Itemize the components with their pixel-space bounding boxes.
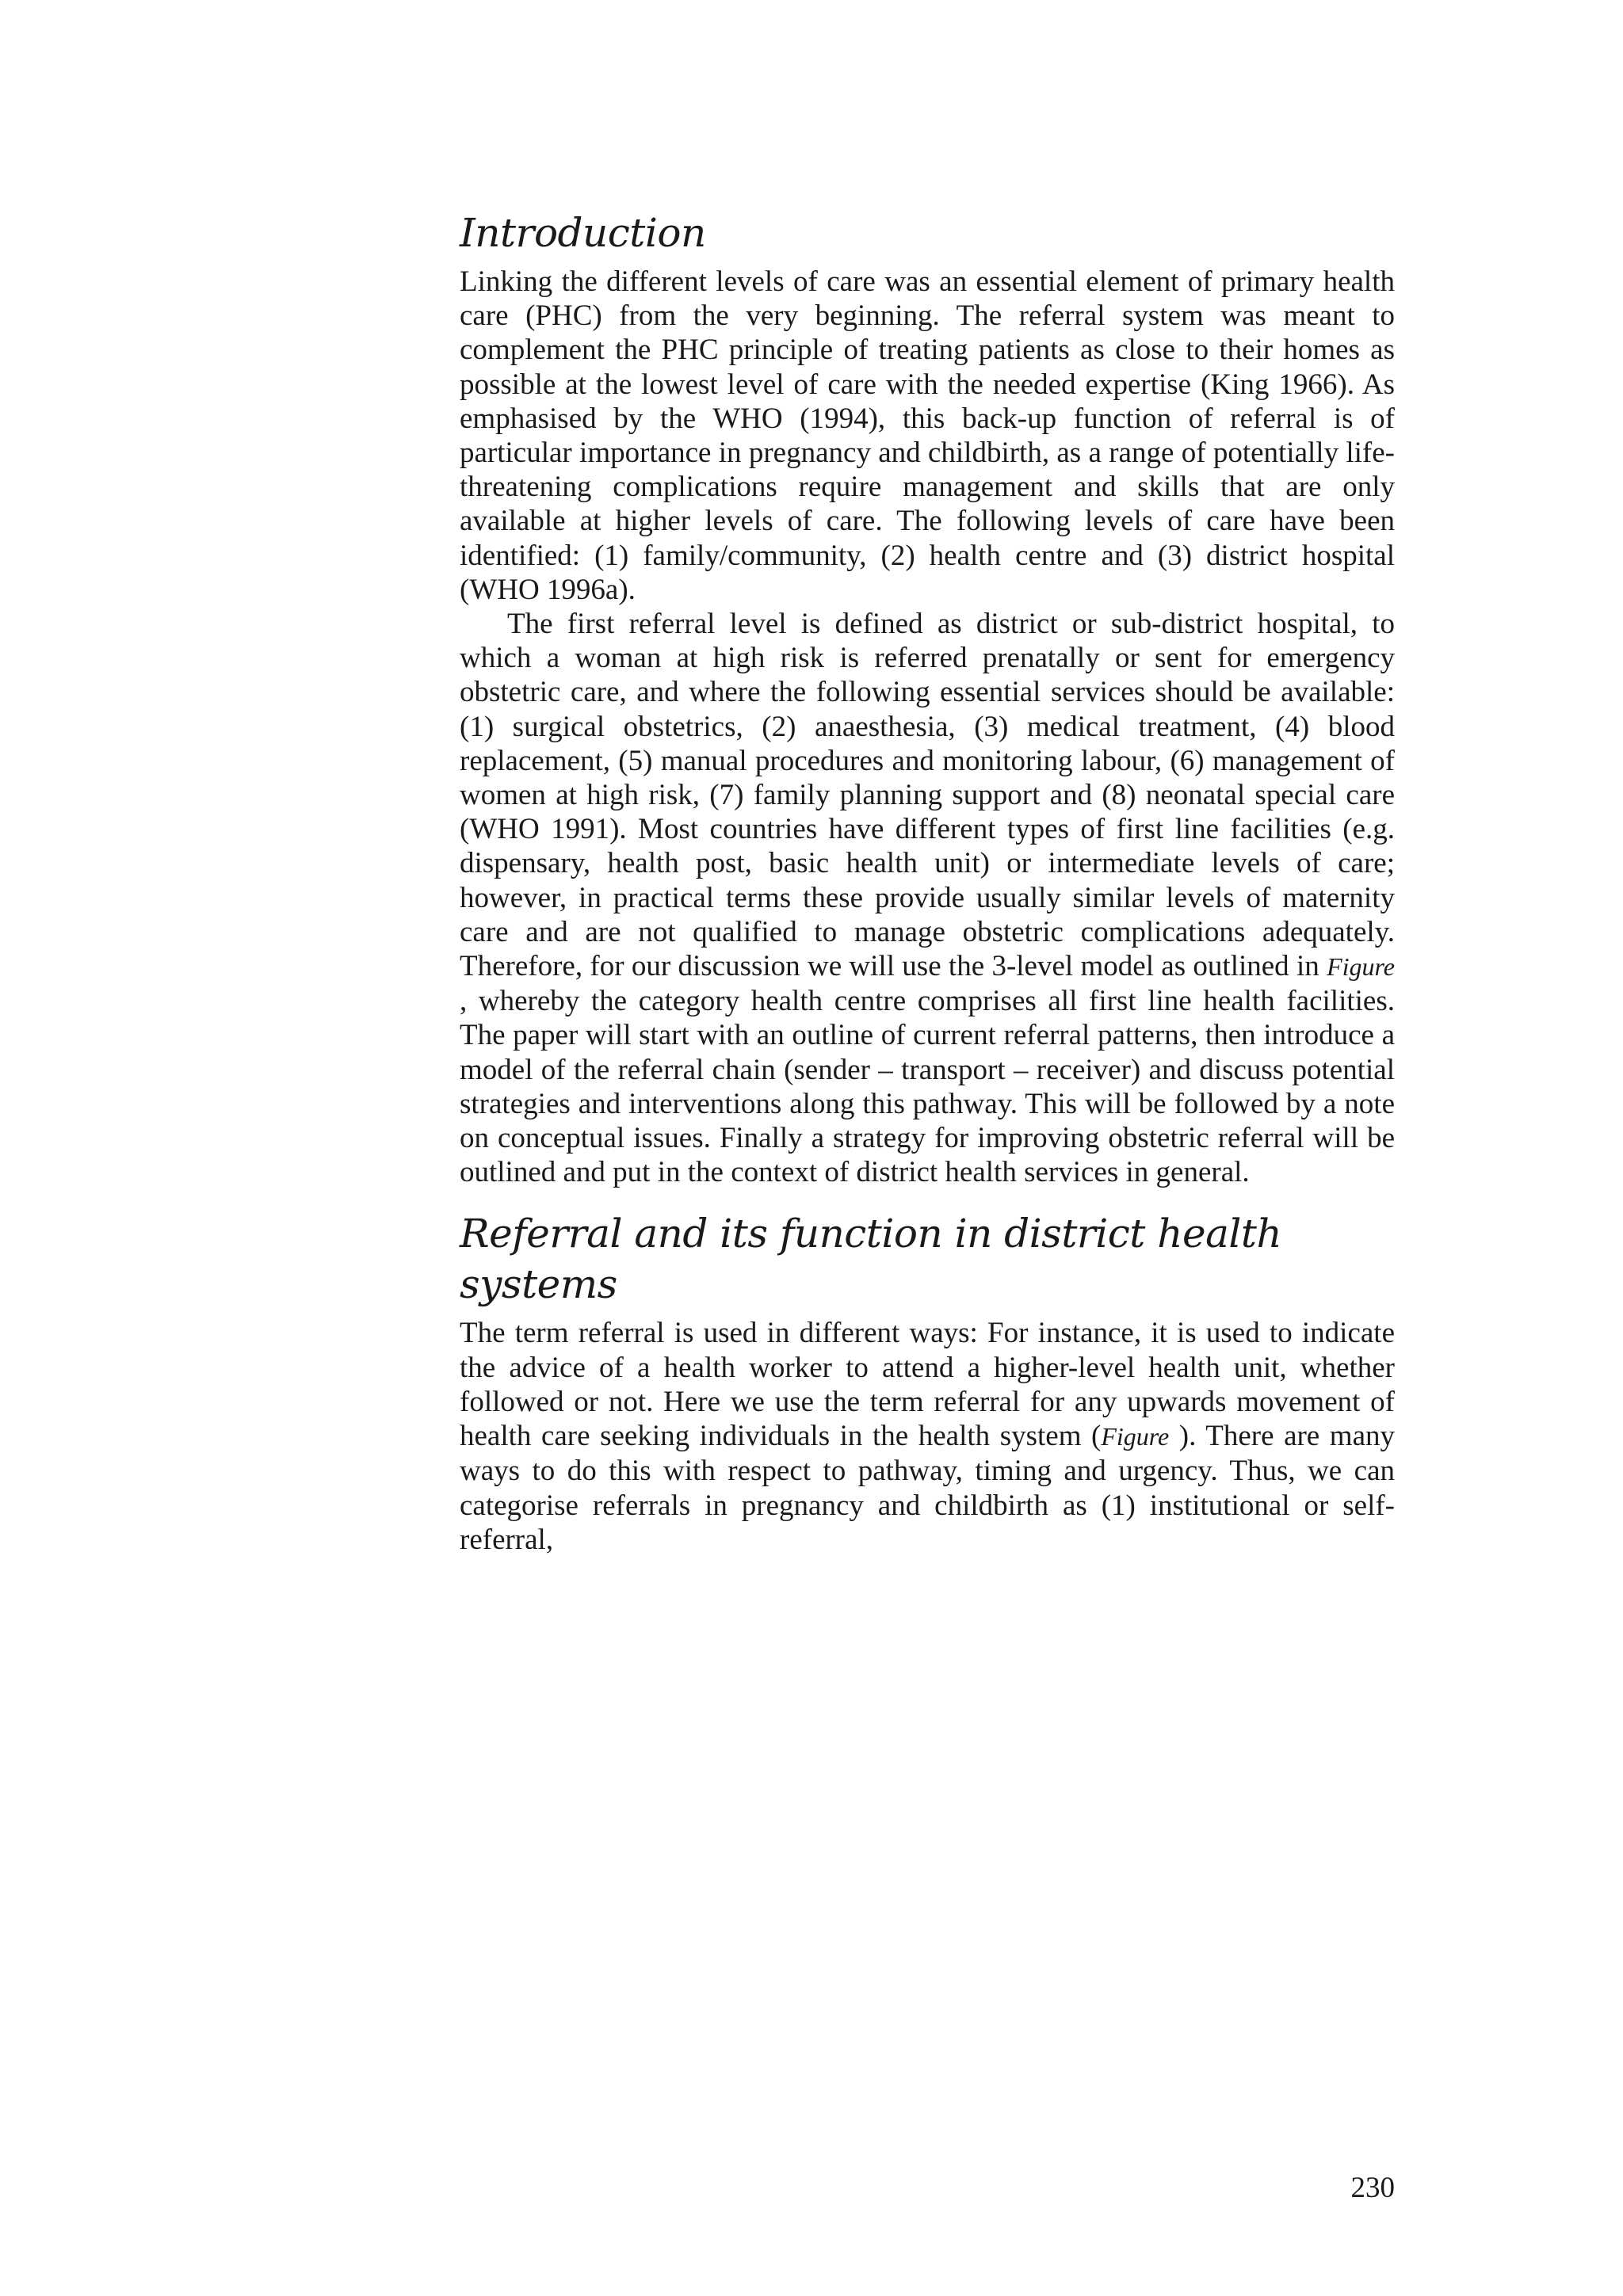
- paragraph: [460, 1316, 1395, 1556]
- page-number: 230: [1350, 2172, 1395, 2204]
- paragraph: [460, 607, 1395, 1189]
- section-heading: Introduction: [460, 210, 706, 256]
- figure-reference: Figure: [1101, 1422, 1170, 1451]
- paragraph-text: The term referral is used in different ways: For instance, it is used to indicate the advice of a health worker to attend a higher-level health unit, whether followed or not. Here we use the term referral for any upwards movement of health care seeking individuals in the health system (: [460, 1317, 1395, 1453]
- page-content: [460, 208, 1395, 1557]
- section-referral-function: [460, 1208, 1395, 1556]
- figure-reference: Figure: [1327, 952, 1395, 982]
- paragraph: Linking the different levels of care was an essential element of primary health care (PHC) from the very beginning. The referral system was meant to complement the PHC principle of treating patients as close to their homes as possible at the lowest level of care with the needed expertise (King 1966). As emphasised by the WHO (1994), this back-up function of referral is of particular importance in pregnancy and childbirth, as a range of potentially life-threatening complications require management and skills that are only available at higher levels of care. The following levels of care have been identified: (1) family/community, (2) health centre and (3) district hospital (WHO 1996a).: [460, 265, 1395, 606]
- section-introduction: [460, 208, 1395, 1189]
- paragraph-text: The first referral level is defined as district or sub-district hospital, to which a woman at high risk is referred prenatally or sent for emergency obstetric care, and where the following essential services should be available: (1) surgical obstetrics, (2) anaesthesia, (3) medical treatment, (4) blood replacement, (5) manual procedures and monitoring labour, (6) management of women at high risk, (7) family planning support and (8) neonatal special care (WHO 1991). Most countries have different types of first line facilities (e.g. dispensary, health post, basic health unit) or intermediate levels of care; however, in practical terms these provide usually similar levels of maternity care and are not qualified to manage obstetric complications adequately. Therefore, for our discussion we will use the 3-level model as outlined in: [460, 608, 1395, 983]
- section-heading: Referral and its function in district health systems: [460, 1211, 1282, 1308]
- paragraph-text: , whereby the category health centre comprises all first line health facilities. The paper will start with an outline of current referral patterns, then introduce a model of the referral chain (sender – transport – receiver) and discuss potential strategies and interventions along this pathway. This will be followed by a note on conceptual issues. Finally a strategy for improving obstetric referral will be outlined and put in the context of district health services in general.: [460, 985, 1395, 1189]
- paragraph-text: ). There are many ways to do this with respect to pathway, timing and urgency. Thus, we can categorise referrals in pregnancy and childbirth as (1) institutional or self-referral,: [460, 1420, 1395, 1556]
